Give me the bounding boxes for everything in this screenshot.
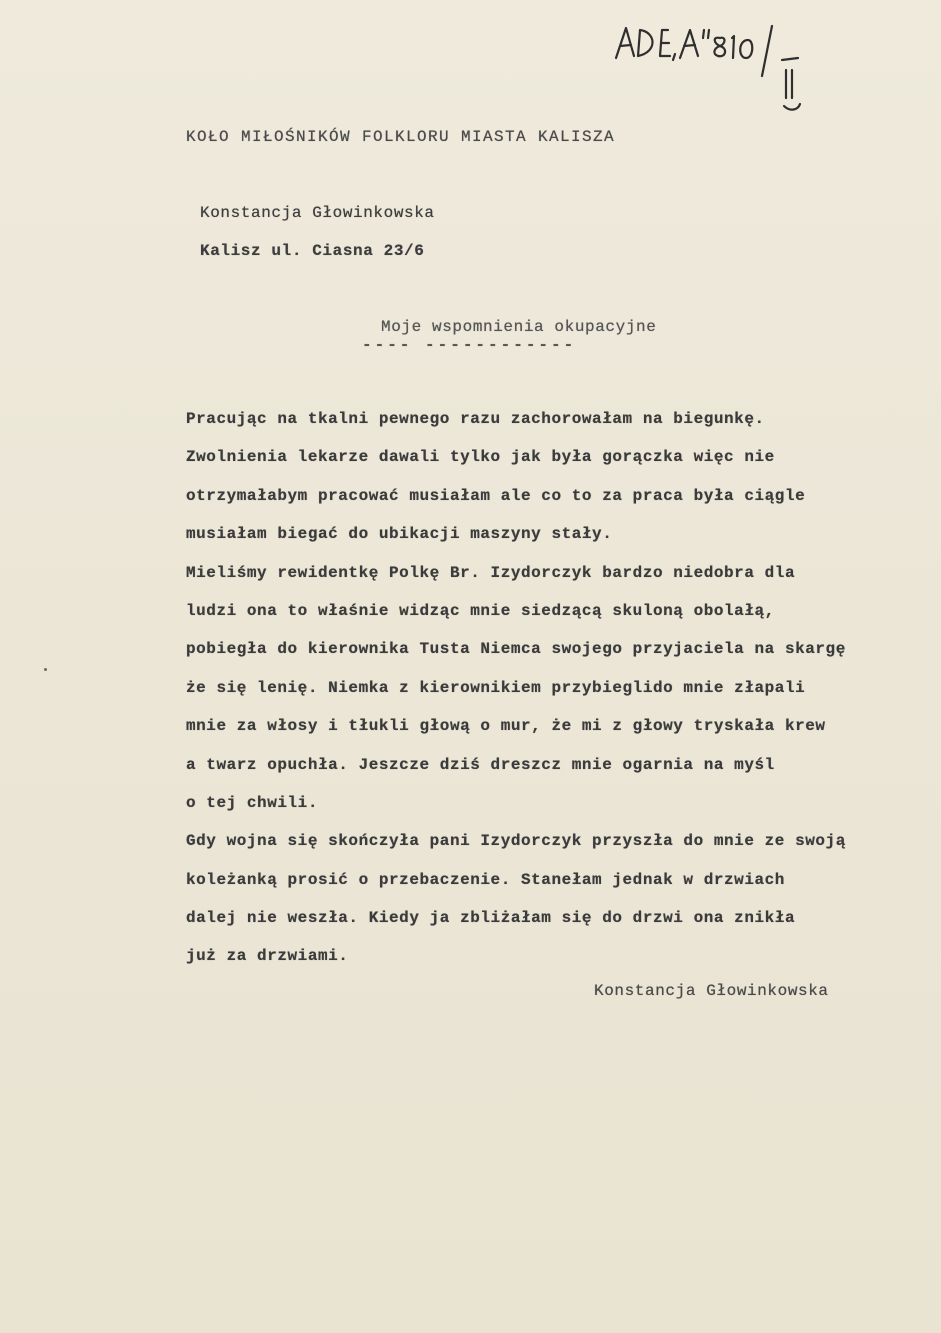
body-line: już za drzwiami. — [186, 947, 349, 966]
body-line: mnie za włosy i tłukli głową o mur, że mi z głowy tryskała krew — [186, 717, 826, 736]
body-line: otrzymałabym pracować musiałam ale co to za praca była ciągle — [186, 486, 806, 505]
title-underline: ---- ------------ — [362, 336, 577, 354]
author-address: Kalisz ul. Ciasna 23/6 — [200, 242, 425, 260]
paper-punch-mark — [44, 668, 47, 671]
body-line: koleżanką prosić o przebaczenie. Stanełam jednak w drzwiach — [186, 870, 785, 889]
body-line: pobiegła do kierownika Tusta Niemca swojego przyjaciela na skargę — [186, 640, 846, 659]
body-line: musiałam biegać do ubikacji maszyny stały. — [186, 525, 613, 544]
author-name: Konstancja Głowinkowska — [200, 204, 435, 222]
body-line: że się lenię. Niemka z kierownikiem przybieglido mnie złapali — [186, 678, 806, 697]
signature: Konstancja Głowinkowska — [594, 982, 829, 1000]
archive-mark-drawing — [612, 18, 832, 114]
body-line: ludzi ona to właśnie widząc mnie siedzącą skuloną obolałą, — [186, 601, 775, 620]
body-line: dalej nie weszła. Kiedy ja zbliżałam się do drzwi ona znikła — [186, 909, 796, 928]
body-line: o tej chwili. — [186, 793, 318, 812]
body-line: Gdy wojna się skończyła pani Izydorczyk przyszła do mnie ze swoją — [186, 832, 846, 851]
body-line: Pracując na tkalni pewnego razu zachorowałam na biegunkę. — [186, 410, 765, 428]
organization-heading: KOŁO MIŁOŚNIKÓW FOLKLORU MIASTA KALISZA — [186, 128, 616, 146]
body-line: a twarz opuchła. Jeszcze dziś dreszcz mnie ogarnia na myśl — [186, 755, 775, 774]
body-line: Mieliśmy rewidentkę Polkę Br. Izydorczyk bardzo niedobra dla — [186, 563, 796, 582]
archive-reference-handwritten — [612, 18, 832, 114]
memoir-body — [186, 400, 926, 976]
body-line: Zwolnienia lekarze dawali tylko jak była gorączka więc nie — [186, 448, 775, 467]
document-title: Moje wspomnienia okupacyjne — [381, 318, 657, 336]
